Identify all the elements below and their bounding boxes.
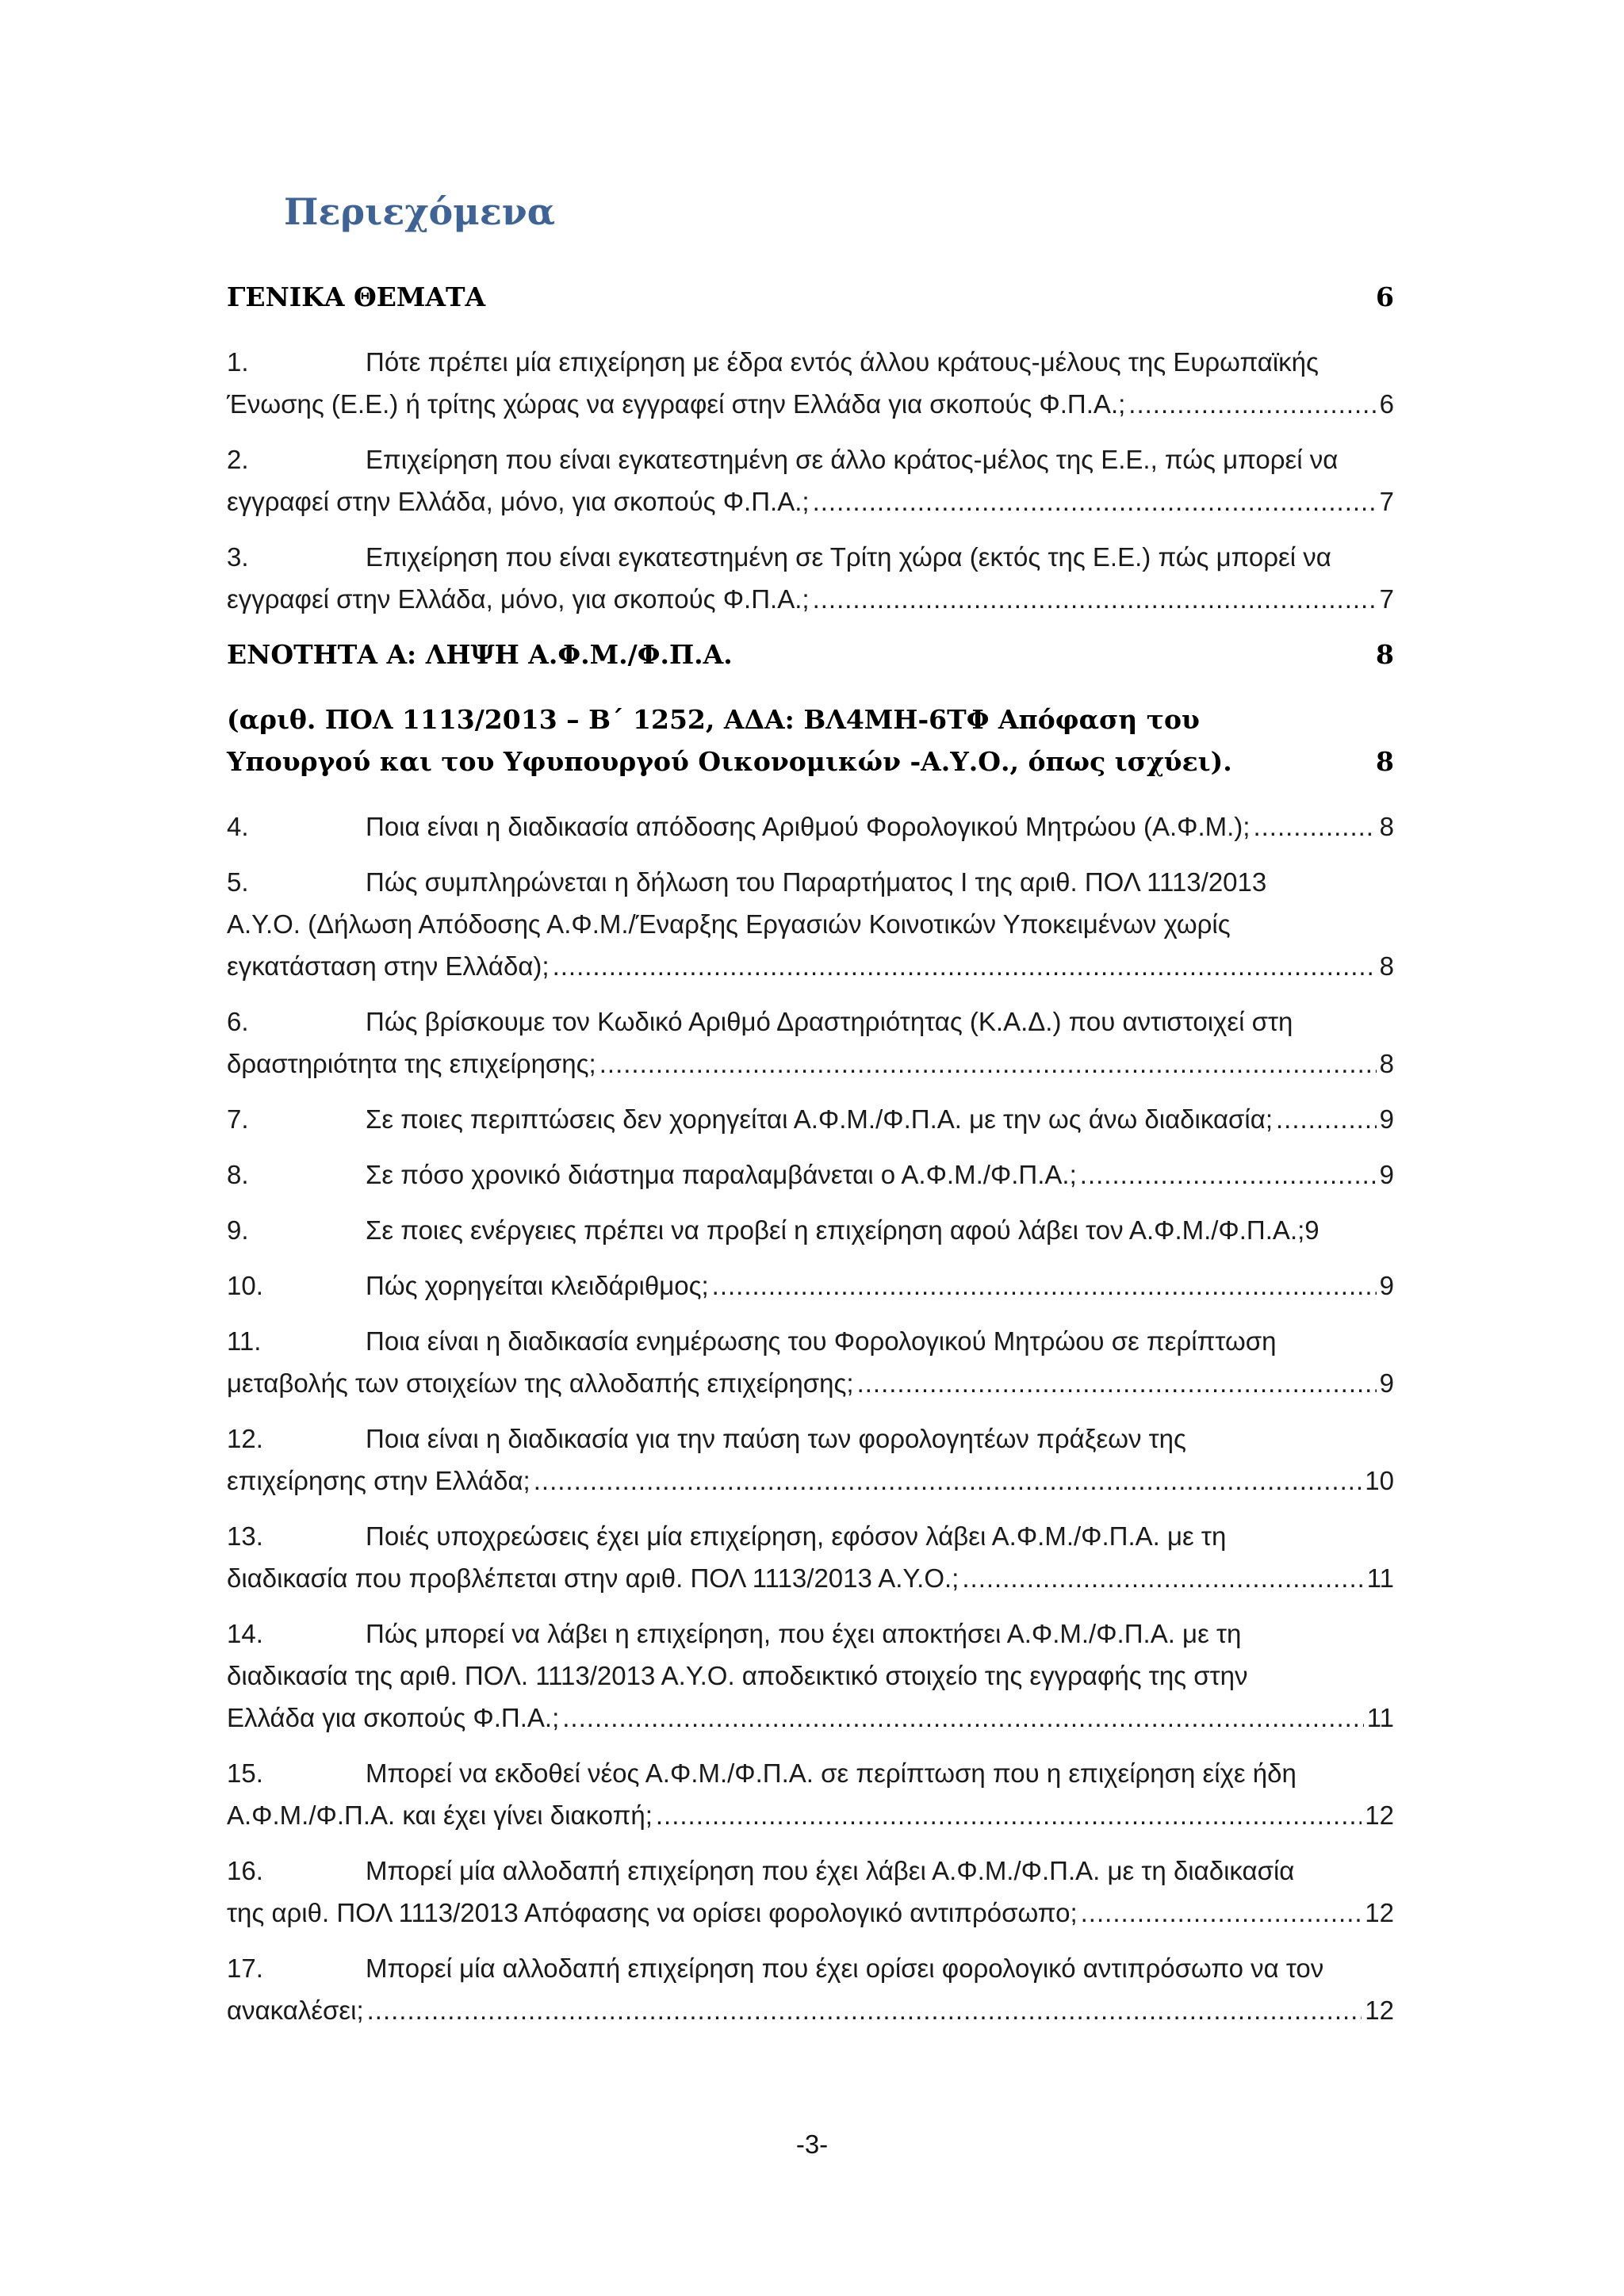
entry-text: εγγραφεί στην Ελλάδα, μόνο, για σκοπούς Φ.Π.Α.; [227, 584, 810, 614]
entry-first-line [227, 861, 1394, 903]
toc-entry[interactable] [227, 1850, 1394, 1934]
entry-number: 11. [227, 1326, 262, 1356]
entry-page-number: 9 [1304, 1215, 1320, 1245]
entry-text: Ποιές υποχρεώσεις έχει μία επιχείρηση, εφόσον λάβει Α.Φ.Μ./Φ.Π.Α. με τη [366, 1521, 1227, 1551]
entry-first-line [227, 1001, 1394, 1043]
entry-text-line: διαδικασία της αριθ. ΠΟΛ. 1113/2013 Α.Υ.Ο. αποδεικτικό στοιχείο της εγγραφής της στην [227, 1661, 1248, 1690]
entry-last-line [227, 806, 1394, 848]
entry-text: Μπορεί να εκδοθεί νέος Α.Φ.Μ./Φ.Π.Α. σε περίπτωση που η επιχείρηση είχε ήδη [366, 1758, 1297, 1788]
entry-text: διαδικασία που προβλέπεται στην αριθ. ΠΟΛ 1113/2013 Α.Υ.Ο.; [227, 1563, 959, 1593]
entry-text: Ποια είναι η διαδικασία για την παύση των φορολογητέων πράξεων της [366, 1424, 1186, 1453]
dot-leader [712, 1265, 1377, 1307]
toc-entry[interactable] [227, 1947, 1394, 2031]
entry-last-line [227, 1154, 1394, 1196]
entry-number: 13. [227, 1521, 263, 1551]
entry-page-number: 9 [1379, 1104, 1394, 1134]
entry-last-line [227, 1989, 1394, 2031]
table-of-contents [227, 276, 1394, 2045]
toc-entry[interactable] [227, 1001, 1394, 1085]
toc-entry[interactable] [227, 341, 1394, 425]
entry-last-line [227, 945, 1394, 987]
dot-leader [656, 1794, 1362, 1836]
entry-number: 17. [227, 1954, 263, 1983]
entry-number: 9. [227, 1215, 249, 1245]
dot-leader [1081, 1892, 1362, 1934]
entry-page-number: 12 [1365, 1800, 1394, 1830]
entry-page-number: 7 [1379, 487, 1394, 516]
entry-last-line [227, 1697, 1394, 1739]
dot-leader [1080, 1154, 1377, 1196]
entry-text: Επιχείρηση που είναι εγκατεστημένη σε άλλο κράτος-μέλος της Ε.Ε., πώς μπορεί να [366, 445, 1339, 474]
entry-text: ανακαλέσει; [227, 1996, 364, 2025]
entry-first-line [227, 1947, 1394, 1989]
entry-text: Ελλάδα για σκοπούς Φ.Π.Α.; [227, 1703, 560, 1732]
entry-text-line: Α.Υ.Ο. (Δήλωση Απόδοσης Α.Φ.Μ./Έναρξης Εργασιών Κοινοτικών Υποκειμένων χωρίς [227, 909, 1231, 939]
entry-last-line [227, 1265, 1394, 1307]
entry-number: 6. [227, 1007, 249, 1036]
entry-page-number: 9 [1379, 1271, 1394, 1300]
toc-entry[interactable] [227, 1320, 1394, 1404]
entry-text: δραστηριότητα της επιχείρησης; [227, 1049, 596, 1078]
entry-first-line [227, 1418, 1394, 1460]
entry-text: Πώς βρίσκουμε τον Κωδικό Αριθμό Δραστηριότητας (Κ.Α.Δ.) που αντιστοιχεί στη [366, 1007, 1293, 1036]
toc-entry[interactable] [227, 438, 1394, 522]
entry-number: 3. [227, 542, 249, 572]
entry-last-line [227, 578, 1394, 620]
entry-text: Σε πόσο χρονικό διάστημα παραλαμβάνεται ο Α.Φ.Μ./Φ.Π.Α.; [366, 1160, 1077, 1189]
entry-number: 14. [227, 1619, 263, 1648]
entry-last-line [227, 1098, 1394, 1140]
entry-number: 5. [227, 867, 249, 897]
entry-first-line [227, 1320, 1394, 1362]
toc-section-heading[interactable] [227, 633, 1394, 675]
entry-last-line [227, 1043, 1394, 1085]
entry-text: Πώς χορηγείται κλειδάριθμος; [366, 1271, 709, 1300]
entry-first-line [227, 341, 1394, 383]
entry-page-number: 9 [1379, 1160, 1394, 1189]
entry-number: 16. [227, 1856, 263, 1885]
toc-entry[interactable] [227, 536, 1394, 620]
page-title: Περιεχόμενα [284, 190, 556, 233]
entry-page-number: 8 [1379, 1049, 1394, 1078]
entry-last-line [227, 1892, 1394, 1934]
section-title: ΓΕΝΙΚΑ ΘΕΜΑΤΑ [227, 281, 486, 312]
entry-first-line [227, 1850, 1394, 1892]
entry-text: Ένωσης (Ε.Ε.) ή τρίτης χώρας να εγγραφεί στην Ελλάδα για σκοπούς Φ.Π.Α.; [227, 389, 1126, 419]
entry-text: Σε ποιες ενέργειες πρέπει να προβεί η επιχείρηση αφού λάβει τον Α.Φ.Μ./Φ.Π.Α.; [366, 1215, 1305, 1245]
toc-entry[interactable] [227, 1752, 1394, 1836]
toc-entry[interactable] [227, 1613, 1394, 1739]
entry-page-number: 8 [1379, 951, 1394, 981]
entry-text: Μπορεί μία αλλοδαπή επιχείρηση που έχει ορίσει φορολογικό αντιπρόσωπο να τον [366, 1954, 1324, 1983]
section-page-number: 8 [1376, 639, 1394, 670]
toc-entry[interactable] [227, 861, 1394, 987]
dot-leader [857, 1362, 1377, 1404]
entry-first-line [227, 438, 1394, 480]
section-page-number: 8 [1376, 746, 1394, 777]
entry-page-number: 6 [1379, 389, 1394, 419]
section-title: (αριθ. ΠΟΛ 1113/2013 – Β΄ 1252, ΑΔΑ: ΒΛ4ΜΗ-6ΤΦ Απόφαση του Υπουργού και του Υφυπουργού Οικονομικών -Α.Υ.Ο., όπως ισχύει). [227, 704, 1232, 777]
dot-leader [1276, 1098, 1377, 1140]
entry-text: Σε ποιες περιπτώσεις δεν χορηγείται Α.Φ.Μ./Φ.Π.Α. με την ως άνω διαδικασία; [366, 1104, 1273, 1134]
entry-text: Πώς συμπληρώνεται η δήλωση του Παραρτήματος Ι της αριθ. ΠΟΛ 1113/2013 [366, 867, 1267, 897]
entry-text: Μπορεί μία αλλοδαπή επιχείρηση που έχει λάβει Α.Φ.Μ./Φ.Π.Α. με τη διαδικασία [366, 1856, 1295, 1885]
toc-section-heading[interactable] [227, 698, 1394, 783]
entry-page-number: 12 [1365, 1996, 1394, 2025]
entry-number: 15. [227, 1758, 263, 1788]
entry-text: εγγραφεί στην Ελλάδα, μόνο, για σκοπούς Φ.Π.Α.; [227, 487, 810, 516]
toc-entry[interactable] [227, 1154, 1394, 1196]
entry-page-number: 8 [1379, 812, 1394, 841]
entry-number: 7. [227, 1104, 249, 1134]
entry-page-number: 9 [1379, 1368, 1394, 1398]
section-title: ΕΝΟΤΗΤΑ Α: ΛΗΨΗ Α.Φ.Μ./Φ.Π.Α. [227, 639, 733, 670]
entry-first-line [227, 1613, 1394, 1655]
entry-first-line [227, 536, 1394, 578]
entry-last-line [227, 383, 1394, 425]
entry-text: Α.Φ.Μ./Φ.Π.Α. και έχει γίνει διακοπή; [227, 1800, 653, 1830]
dot-leader [1253, 806, 1376, 848]
entry-last-line [227, 1460, 1394, 1502]
entry-last-line [227, 480, 1394, 522]
dot-leader [813, 480, 1377, 522]
entry-last-line [227, 1794, 1394, 1836]
entry-text: μεταβολής των στοιχείων της αλλοδαπής επιχείρησης; [227, 1368, 854, 1398]
entry-page-number: 11 [1366, 1563, 1394, 1593]
dot-leader [599, 1043, 1377, 1085]
toc-entry[interactable] [227, 1098, 1394, 1140]
dot-leader [553, 945, 1377, 987]
entry-number: 4. [227, 812, 249, 841]
page-number: -3- [795, 2130, 829, 2159]
entry-first-line [227, 1515, 1394, 1557]
dot-leader [962, 1557, 1363, 1599]
toc-section-heading[interactable] [227, 276, 1394, 318]
toc-entry[interactable] [227, 1209, 1394, 1251]
entry-number: 10. [227, 1271, 263, 1300]
section-page-number: 6 [1376, 281, 1394, 312]
entry-text: Επιχείρηση που είναι εγκατεστημένη σε Τρίτη χώρα (εκτός της Ε.Ε.) πώς μπορεί να [366, 542, 1331, 572]
entry-last-line [227, 1557, 1394, 1599]
entry-text: επιχείρησης στην Ελλάδα; [227, 1466, 530, 1495]
entry-page-number: 11 [1366, 1703, 1394, 1732]
toc-entry[interactable] [227, 806, 1394, 848]
entry-page-number: 7 [1379, 584, 1394, 614]
toc-entry[interactable] [227, 1265, 1394, 1307]
toc-entry[interactable] [227, 1418, 1394, 1502]
dot-leader [367, 1989, 1362, 2031]
toc-entry[interactable] [227, 1515, 1394, 1599]
entry-text: Πότε πρέπει μία επιχείρηση με έδρα εντός άλλου κράτους-μέλους της Ευρωπαϊκής [366, 347, 1319, 377]
entry-page-number: 12 [1365, 1898, 1394, 1927]
entry-number: 8. [227, 1160, 249, 1189]
entry-text: Ποια είναι η διαδικασία ενημέρωσης του Φορολογικού Μητρώου σε περίπτωση [366, 1326, 1277, 1356]
entry-first-line [227, 1752, 1394, 1794]
dot-leader [534, 1460, 1362, 1502]
entry-text: της αριθ. ΠΟΛ 1113/2013 Απόφασης να ορίσει φορολογικό αντιπρόσωπο; [227, 1898, 1078, 1927]
entry-text: Πώς μπορεί να λάβει η επιχείρηση, που έχει αποκτήσει Α.Φ.Μ./Φ.Π.Α. με τη [366, 1619, 1242, 1648]
entry-number: 1. [227, 347, 249, 377]
entry-text: εγκατάσταση στην Ελλάδα); [227, 951, 550, 981]
dot-leader [562, 1697, 1363, 1739]
dot-leader [1128, 383, 1376, 425]
entry-last-line [227, 1362, 1394, 1404]
entry-text: Ποια είναι η διαδικασία απόδοσης Αριθμού Φορολογικού Μητρώου (Α.Φ.Μ.); [366, 812, 1251, 841]
entry-number: 2. [227, 445, 249, 474]
entry-number: 12. [227, 1424, 263, 1453]
dot-leader [813, 578, 1377, 620]
entry-page-number: 10 [1365, 1466, 1394, 1495]
entry-last-line [227, 1209, 1394, 1251]
